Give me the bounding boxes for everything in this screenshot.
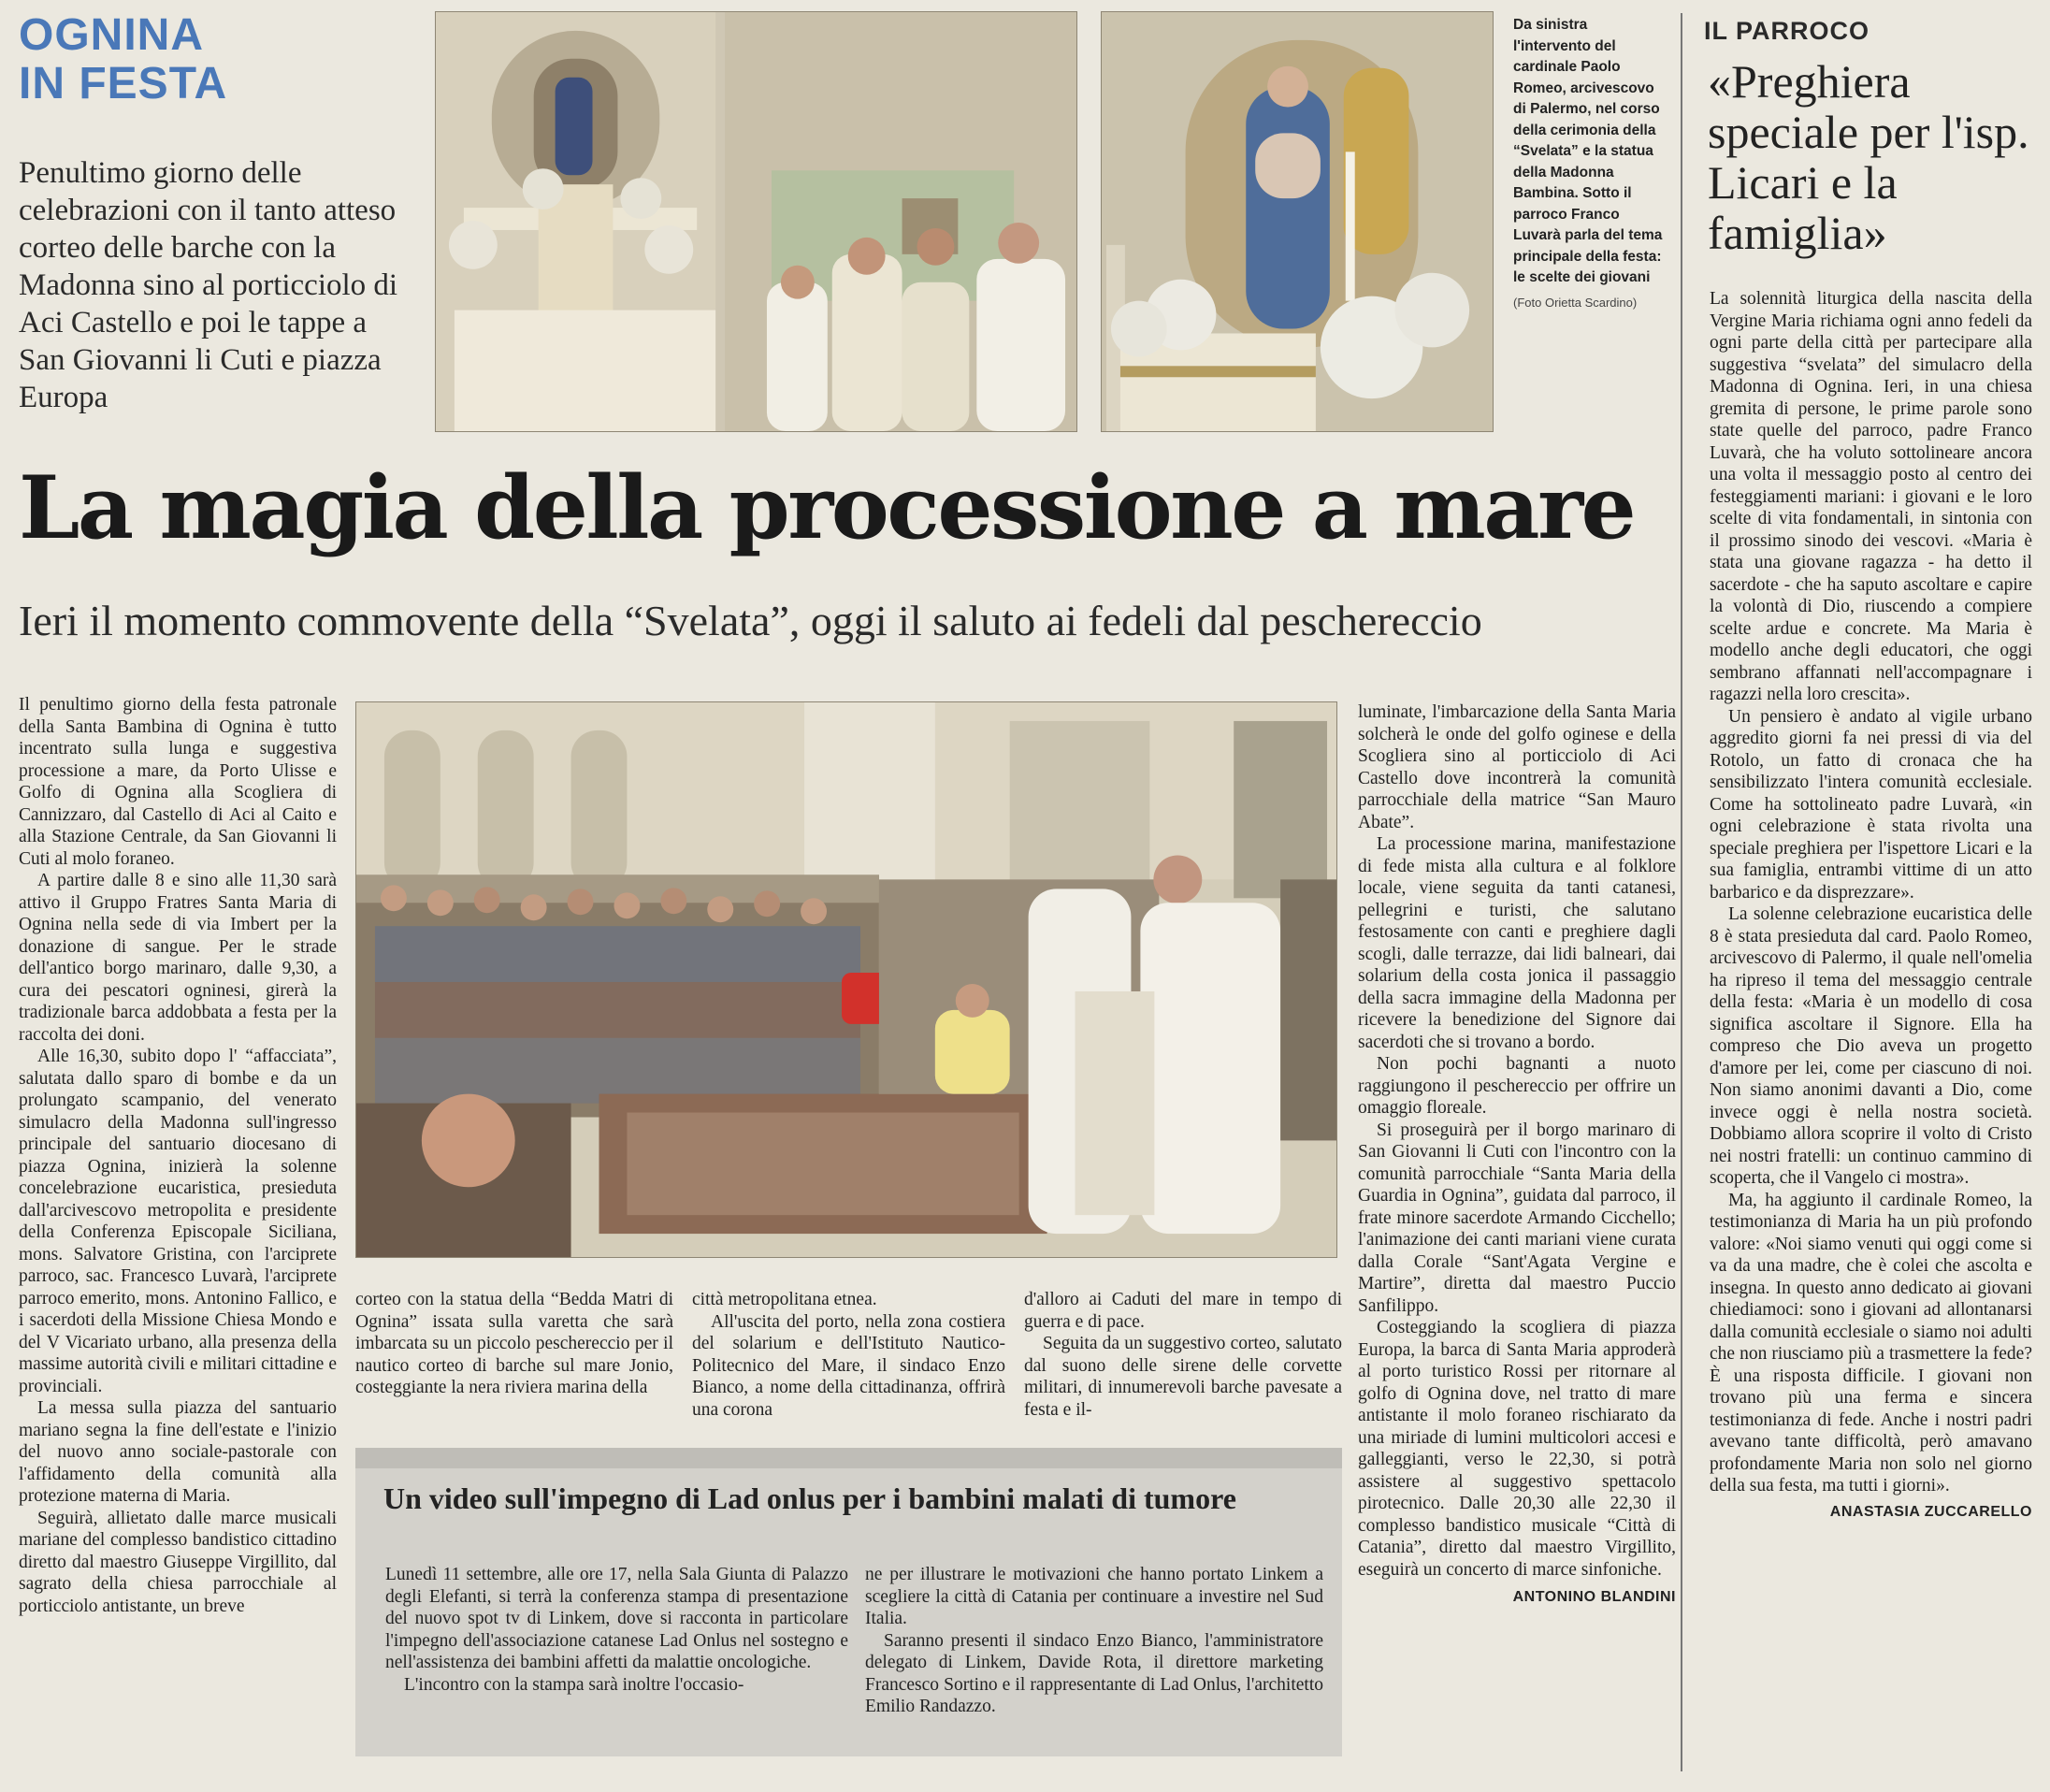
- article-byline: ANTONINO BLANDINI: [1512, 1589, 1676, 1605]
- article-paragraph: Seguirà, allietato dalle marce musicali mariane del complesso bandistico cittadino diretto dal maestro Giuseppe Virgillito, dal sagrato della chiesa parrocchiale al porticciolo antistante, un breve: [19, 1508, 337, 1616]
- column-divider: [1681, 13, 1682, 1771]
- article-column-4: [1024, 1289, 1342, 1421]
- box-paragraph: L'incontro con la stampa sarà inoltre l'occasio-: [404, 1674, 744, 1695]
- article-paragraph: Seguita da un suggestivo corteo, salutato dal suono delle sirene delle corvette militari, di innumerevoli barche pavesate a festa e il-: [1024, 1334, 1342, 1420]
- sidebar-byline: ANASTASIA ZUCCARELLO: [1829, 1503, 2032, 1520]
- photo-parish-crowd: [355, 701, 1337, 1258]
- article-paragraph: La processione marina, manifestazione di fede mista alla cultura e al folklore locale, viene seguita da tanti catanesi, pellegrini e turisti, che salutano festosamente con canti e preghiere dagli scogli, dalle terrazze, dai lidi balneari, dai solarium della costa jonica il passaggio della sacra immagine della Madonna per ricevere la benedizione del Signore dai sacerdoti che si trovano a bordo.: [1358, 834, 1676, 1052]
- article-paragraph: Costeggiando la scogliera di piazza Europa, la barca di Santa Maria approderà al porto turistico Rossi per ritornare al golfo di Ognina dove, nel tratto di mare antistante il molo foraneo rischiarato da una miriade di lumini multicolori accesi e galleggianti, verso le 22,30, si potrà assistere al suggestivo spettacolo pirotecnico. Dalle 20,30 alle 22,30 il complesso bandistico musicale “Città di Catania”, diretto dal maestro Virgillito, eseguirà un concerto di marce sinfoniche.: [1358, 1318, 1676, 1580]
- section-kicker: [19, 11, 411, 108]
- article-paragraph: città metropolitana etnea.: [692, 1290, 877, 1309]
- box-paragraph: Saranno presenti il sindaco Enzo Bianco, l'amministratore delegato di Linkem, Davide Rota, il direttore marketing Francesco Sortino e il rappresentante di Lad Onlus, l'architetto Emilio Randazzo.: [865, 1630, 1323, 1716]
- article-paragraph: All'uscita del porto, nella zona costiera del solarium e dell'Istituto Nautico-Politecnico del Mare, il sindaco Enzo Bianco, a nome della cittadinanza, offrirà una corona: [692, 1311, 1005, 1420]
- article-column-2: [355, 1289, 673, 1399]
- photo-credit: (Foto Orietta Scardino): [1513, 295, 1638, 310]
- article-paragraph: d'alloro ai Caduti del mare in tempo di guerra e di pace.: [1024, 1290, 1342, 1332]
- kicker-line-2: IN FESTA: [19, 59, 228, 108]
- info-box-bar: [355, 1448, 1342, 1468]
- info-box-title: Un video sull'impegno di Lad onlus per i bambini malati di tumore: [383, 1481, 1236, 1515]
- subheadline: Ieri il momento commovente della “Svelata”, oggi il saluto ai fedeli dal peschereccio: [19, 597, 1482, 644]
- sidebar-title: «Preghiera speciale per l'isp. Licari e la famiglia»: [1708, 55, 2029, 259]
- article-paragraph: Il penultimo giorno della festa patronale della Santa Bambina di Ognina è tutto incentrato sulla lunga e suggestiva processione a mare, da Porto Ulisse e Golfo di Ognina alla Scogliera di Cannizzaro, dal Castello di Aci al Caito e alla Stazione Centrale, da San Giovanni li Cuti al molo foraneo.: [19, 695, 337, 869]
- caption-text: Da sinistra l'intervento del cardinale Paolo Romeo, arcivescovo di Palermo, nel corso della cerimonia della “Svelata” e la statua della Madonna Bambina. Sotto il parroco Franco Luvarà parla del tema principale della festa: le scelte dei giovani: [1513, 17, 1663, 285]
- article-paragraph: Non pochi bagnanti a nuoto raggiungono il peschereccio per offrire un omaggio floreale.: [1358, 1054, 1676, 1118]
- sidebar-kicker: IL PARROCO: [1704, 17, 1870, 45]
- article-column-5: [1358, 701, 1676, 1609]
- article-paragraph: luminate, l'imbarcazione della Santa Maria solcherà le onde del golfo oginese e della Scogliera sino al porticciolo di Aci Castello dove incontrerà la comunità parrocchiale della matrice “San Mauro Abate”.: [1358, 702, 1676, 832]
- box-paragraph: ne per illustrare le motivazioni che hanno portato Linkem a scegliere la città di Catania per continuare a investire nel Sud Italia.: [865, 1565, 1323, 1628]
- article-column-3: [692, 1289, 1005, 1421]
- sidebar-paragraph: La solenne celebrazione eucaristica delle 8 è stata presieduta dal card. Paolo Romeo, arcivescovo di Palermo, il quale nell'omelia ha ripreso il tema del messaggio centrale della festa: «Maria è un modello di cosa significa ascoltare il Signore. Ella ha compreso che Dio aveva un progetto d'amore per lei, come per ciascuno di noi. Non siamo anonimi davanti a Dio, come invece oggi è nella nostra società. Dobbiamo allora scoprire il volto di Cristo nei nostri fratelli: un continuo cammino di scoperta, che il Vangelo ci mostra».: [1710, 904, 2032, 1188]
- sidebar-paragraph: La solennità liturgica della nascita della Vergine Maria richiama ogni anno fedeli da ogni parte della città per partecipare alla suggestiva “svelata” del simulacro della Madonna di Ognina. Ieri, in una chiesa gremita di persone, le prime parole sono state quelle del parroco, padre Franco Luvarà, che ha voluto sottolineare ancora una volta il messaggio posto al centro dei festeggiamenti mariani: i giovani e le loro scelte di vita fondamentali, in sintonia con il prossimo sinodo dei vescovi. «Maria è stata una giovane ragazza - ha detto il sacerdote - che ha saputo ascoltare e capire la volontà di Dio, riuscendo a compiere scelte ardue e concrete. Ma Maria è modello anche degli educatori, che oggi sembrano affannati nell'accompagnare i ragazzi nella loro crescita».: [1710, 289, 2032, 704]
- info-box-column-1: [385, 1564, 848, 1696]
- sidebar-body: [1710, 288, 2032, 1523]
- sidebar-paragraph: Un pensiero è andato al vigile urbano aggredito giorni fa nei pressi di via del Rotolo, un fatto di cronaca che ha sensibilizzato l'intera comunità ecclesiale. Come ha sottolineato padre Luvarà, «in ogni celebrazione è stata rivolta una speciale preghiera per l'ispettore Licari e la sua famiglia, entrambi vittime di un atto barbarico e da disprezzare».: [1710, 706, 2032, 903]
- kicker-line-1: OGNINA: [19, 10, 204, 60]
- photo-madonna-statue: [1101, 11, 1494, 432]
- intro-summary: Penultimo giorno delle celebrazioni con il tanto atteso corteo delle barche con la Madonna sino al porticciolo di Aci Castello e poi le tappe a San Giovanni li Cuti e piazza Europa: [19, 156, 398, 414]
- photo-cardinal-altar: [435, 11, 1077, 432]
- article-paragraph: La messa sulla piazza del santuario mariano segna la fine dell'estate e l'inizio del nuovo anno sociale-pastorale con l'affidamento della comunità alla protezione materna di Maria.: [19, 1398, 337, 1506]
- headline: La magia della processione a mare: [19, 456, 1635, 558]
- article-paragraph: Alle 16,30, subito dopo l' “affacciata”, salutata dallo sparo di bombe e da un prolungato scampanio, del venerato simulacro della Madonna sull'ingresso principale del santuario diocesano di piazza Ognina, inizierà la solenne concelebrazione eucaristica, presieduta dall'arcivescovo metropolita e presidente della Conferenza Episcopale Siciliana, mons. Salvatore Gristina, con l'arciprete parroco, sac. Francesco Luvarà, l'arciprete parroco emerito, mons. Antonino Fallico, e i sacerdoti della Missione Chiesa Mondo e del V Vicariato urbano, alla presenza della massime autorità civili e militari cittadine e provinciali.: [19, 1047, 337, 1396]
- photo-caption: [1513, 15, 1663, 313]
- info-box-column-2: [865, 1564, 1323, 1718]
- sidebar-paragraph: Ma, ha aggiunto il cardinale Romeo, la testimonianza di Maria ha un più profondo valore: «Noi siamo venuti qui oggi come si va da una madre, che è colei che ascolta e insegna. In questo anno dedicato ai giovani chiediamoci: sono i giovani ad allontanarsi dalla comunità ecclesiale o siamo noi adulti che non riusciamo più a trasmettere la fede? È una risposta difficile. I giovani non trovano più una ferma e sincera testimonianza di fede. Anche i nostri padri avevano tante difficoltà, però amavano profondamente Maria non solo nel giorno della sua festa, ma tutti i giorni».: [1710, 1190, 2032, 1496]
- article-paragraph: A partire dalle 8 e sino alle 11,30 sarà attivo il Gruppo Fratres Santa Maria di Ognina nella sede di via Imbert per la donazione di sangue. Per le strade dell'antico borgo marinaro, dalle 9,30, a cura dei pescatori ogninesi, girerà la tradizionale barca addobbata a festa per la raccolta dei doni.: [19, 871, 337, 1045]
- article-paragraph: Si proseguirà per il borgo marinaro di San Giovanni li Cuti con l'incontro con la comunità parrocchiale “Santa Maria della Guardia in Ognina”, guidata dal parroco, il frate minore sacerdote Armando Cicchello; l'animazione dei canti mariani viene curata dalla Corale “Sant'Agata Vergine e Martire”, diretta dal maestro Puccio Sanfilippo.: [1358, 1120, 1676, 1316]
- article-paragraph: corteo con la statua della “Bedda Matri di Ognina” issata sulla varetta che sarà imbarcata su un piccolo peschereccio per il nautico corteo di barche sul mare Jonio, costeggiante la nera riviera marina della: [355, 1290, 673, 1397]
- article-column-1: [19, 694, 337, 1617]
- box-paragraph: Lunedì 11 settembre, alle ore 17, nella Sala Giunta di Palazzo degli Elefanti, si terrà la conferenza stampa di presentazione del nuovo spot tv di Linkem, dove si racconta in particolare l'impegno dell'associazione catanese Lad Onlus nel sostegno e nell'assistenza dei bambini affetti da malattie oncologiche.: [385, 1565, 848, 1672]
